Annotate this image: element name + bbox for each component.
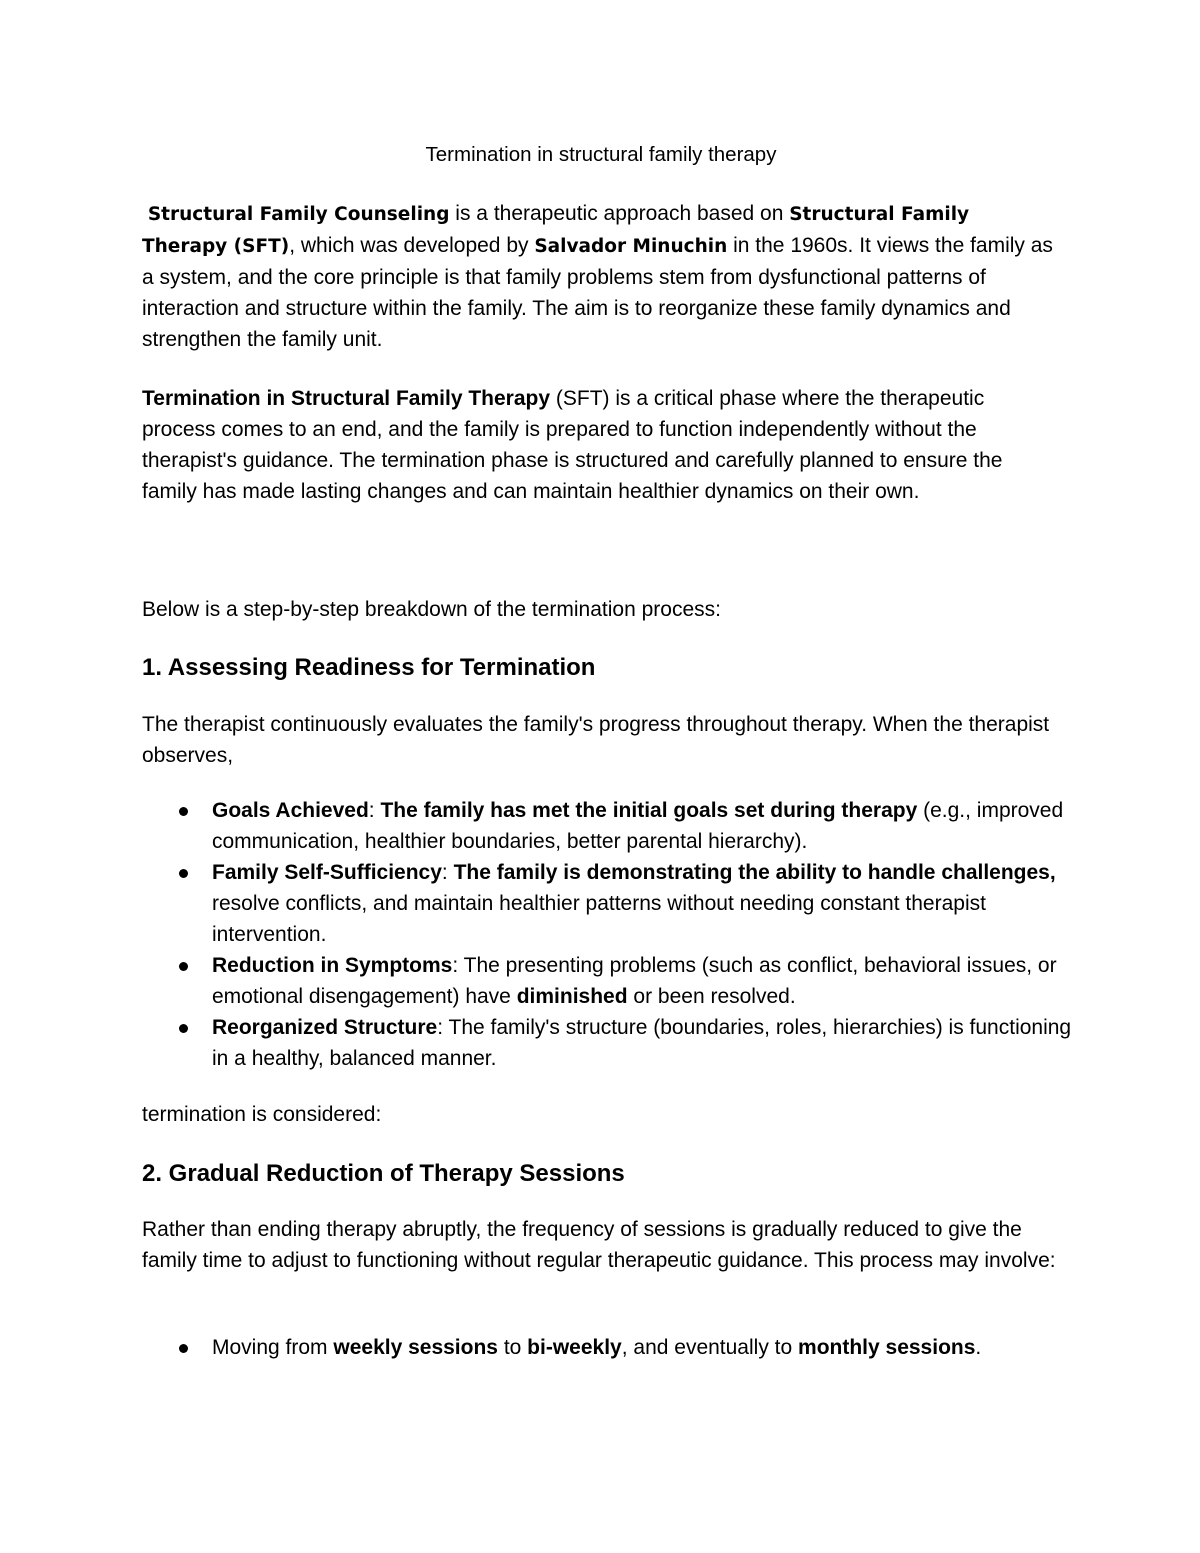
bullet-label: Reorganized Structure	[212, 1016, 438, 1039]
intro-text-3: in the 1960s. It views the family as a system, and the core principle is that family problems stem from dysfunctional patterns of interaction and structure within the family. The aim is to reorganize these family dynamics and strengthen the family unit.	[142, 234, 1053, 351]
bullet-text: : The presenting problems (such as conflict, behavioral issues, or emotional disengagement) have	[212, 954, 1057, 1008]
bullet-text: resolve conflicts, and maintain healthier patterns without needing constant therapist intervention.	[212, 892, 986, 946]
section-1-heading: 1. Assessing Readiness for Termination	[142, 654, 596, 681]
section-2-intro: Rather than ending therapy abruptly, the frequency of sessions is gradually reduced to give the family time to adjust to functioning without regular therapeutic guidance. This process may involve:	[142, 1218, 1056, 1272]
section-1-intro: The therapist continuously evaluates the family's progress throughout therapy. When the therapist observes,	[142, 713, 1050, 767]
breakdown-intro: Below is a step-by-step breakdown of the termination process:	[142, 598, 721, 621]
bullet-separator: :	[368, 799, 381, 822]
bullet-icon	[179, 1344, 188, 1353]
bullet-icon	[179, 962, 188, 971]
bullet-label: Reduction in Symptoms	[212, 954, 453, 977]
term-salvador-minuchin: Salvador Minuchin	[534, 236, 728, 257]
bullet-text: , and eventually to	[621, 1336, 799, 1359]
bullet-text: Moving from	[212, 1336, 334, 1359]
bullet-icon	[179, 807, 188, 816]
bullet-text: (e.g., improved communication, healthier boundaries, better parental hierarchy).	[212, 799, 1064, 853]
term-structural-family-counseling: Structural Family Counseling	[147, 204, 450, 225]
bullet-bold-text: The family is demonstrating the ability to handle challenges,	[453, 861, 1056, 884]
bullet-text: : The family's structure (boundaries, roles, hierarchies) is functioning in a healthy, balanced manner.	[212, 1016, 1072, 1070]
bullet-icon	[179, 869, 188, 878]
intro-text-2: , which was developed by	[289, 234, 535, 257]
bullet-label: Family Self-Sufficiency	[212, 861, 442, 884]
list-item	[212, 1012, 1072, 1074]
intro-paragraph	[142, 198, 1060, 355]
section-1-closing: termination is considered:	[142, 1103, 382, 1126]
bullet-bold-text: diminished	[516, 985, 628, 1008]
intro-text-1: is a therapeutic approach based on	[449, 202, 790, 225]
term-structural-family-therapy: Structural Family Therapy (SFT)	[142, 204, 970, 257]
bullet-bold-text: monthly sessions	[798, 1336, 976, 1359]
termination-paragraph	[142, 383, 1060, 507]
section-2-heading: 2. Gradual Reduction of Therapy Sessions	[142, 1160, 625, 1187]
bullet-text: to	[497, 1336, 528, 1359]
list-item	[212, 950, 1072, 1012]
bullet-separator: :	[441, 861, 454, 884]
bullet-bold-text: bi-weekly	[527, 1336, 622, 1359]
session-reduction-list	[212, 1332, 1072, 1363]
list-item	[212, 857, 1072, 950]
bullet-bold-text: weekly sessions	[333, 1336, 498, 1359]
termination-text: (SFT) is a critical phase where the therapeutic process comes to an end, and the family is prepared to function independently without the therapist's guidance. The termination phase is structured and carefully planned to ensure the family has made lasting changes and can maintain healthier dynamics on their own.	[142, 387, 1003, 503]
bullet-text: or been resolved.	[627, 985, 796, 1008]
bullet-bold-text: The family has met the initial goals set during therapy	[380, 799, 918, 822]
list-item	[212, 1332, 1072, 1363]
bullet-icon	[179, 1024, 188, 1033]
readiness-criteria-list	[212, 795, 1072, 1074]
document-title: Termination in structural family therapy	[425, 143, 777, 166]
list-item	[212, 795, 1072, 857]
bullet-label: Goals Achieved	[212, 799, 369, 822]
term-termination-sft: Termination in Structural Family Therapy	[142, 387, 551, 410]
bullet-text: .	[975, 1336, 982, 1359]
